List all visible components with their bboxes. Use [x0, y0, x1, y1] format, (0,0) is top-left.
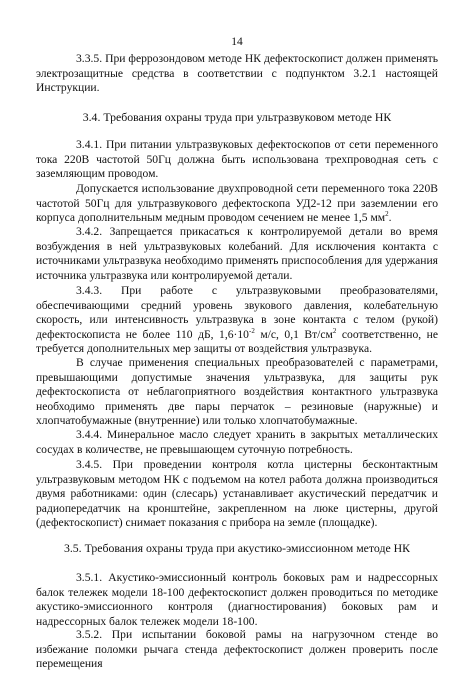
paragraph-3-4-1: 3.4.1. При питании ультразвуковых дефектоскопов от сети переменного тока 220В частотой 50Гц должна быть использована трехпроводная сеть с заземляющим проводом. [36, 138, 438, 181]
paragraph-3-5-2: 3.5.2. При испытании боковой рамы на нагрузочном стенде во избежание поломки рычага стенда дефектоскопист должен проверить после перемещения [36, 628, 438, 671]
superscript: 2 [385, 210, 389, 219]
section-heading-3-4: 3.4. Требования охраны труда при ультразвуковом методе НК [82, 110, 392, 124]
paragraph-3-4-5: 3.4.5. При проведении контроля котла цистерны бесконтактным ультразвуковым методом НК с подъемом на котел работа должна производиться двумя работниками: один (слесарь) устанавливает акустический передатчик и радиопередатчик на кронштейне, закрепленном на люке цистерны, другой (дефектоскопист) снимает показания с прибора на земле (площадке). [36, 458, 438, 530]
paragraph-text: соответственно, не требуется дополнительных мер защиты от воздействия ультразвука. [36, 327, 438, 356]
paragraph-3-4-4: 3.4.4. Минеральное масло следует хранить в закрытых металлических сосудах в количестве, не превышающем суточную потребность. [36, 428, 438, 456]
paragraph-text: м/с, 0,1 Вт/см [254, 327, 333, 341]
paragraph-text: Допускается использование двухпроводной сети переменного тока 220В частотой 50Гц для ультразвукового дефектоскопа УД2-12 при заземлении его корпуса дополнительным медным проводом сечением не менее 1,5 мм [36, 182, 438, 225]
superscript: 2 [332, 326, 337, 335]
paragraph-text: 3.4.3. При работе с ультразвуковыми преобразователями, обеспечивающими средний уровень звукового давления, колебательную скорость, или интенсивность ультразвука в зоне контакта с телом (рукой) дефектоскописта не более 110 дБ, 1,6·10 [36, 284, 438, 341]
paragraph-3-4-3 [36, 284, 438, 357]
paragraph-text: . [388, 211, 392, 225]
superscript: -2 [248, 326, 255, 335]
section-heading-3-5: 3.5. Требования охраны труда при акустико-эмиссионном методе НК [63, 541, 411, 555]
paragraph-3-4-2: 3.4.2. Запрещается прикасаться к контролируемой детали во время возбуждения в ней ультразвуковых колебаний. Для исключения контакта с источниками ультразвука необходимо применять приспособления для удержания источника ультразвука или контролируемой детали. [36, 225, 438, 282]
page-number: 14 [231, 36, 243, 48]
paragraph-special-transducers: В случае применения специальных преобразователей с параметрами, превышающими допустимые значения ультразвука, для защиты рук дефектоскописта от неблагоприятного воздействия контактного ультразвука необходимо применять две пары перчаток – резиновые (наружные) и хлопчатобумажные (внутренние) или только хлопчатобумажные. [36, 356, 438, 428]
paragraph-3-3-5: 3.3.5. При феррозондовом методе НК дефектоскопист должен применять электрозащитные средства в соответствии с подпунктом 3.2.1 настоящей Инструкции. [36, 52, 438, 95]
paragraph-3-5-1: 3.5.1. Акустико-эмиссионный контроль боковых рам и надрессорных балок тележек модели 18-100 дефектоскопист должен проводиться по методике акустико-эмиссионного контроля (диагностирования) боковых рам и надрессорных балок тележек модели 18-100. [36, 571, 438, 628]
paragraph-3-4-1-addendum [36, 182, 438, 226]
